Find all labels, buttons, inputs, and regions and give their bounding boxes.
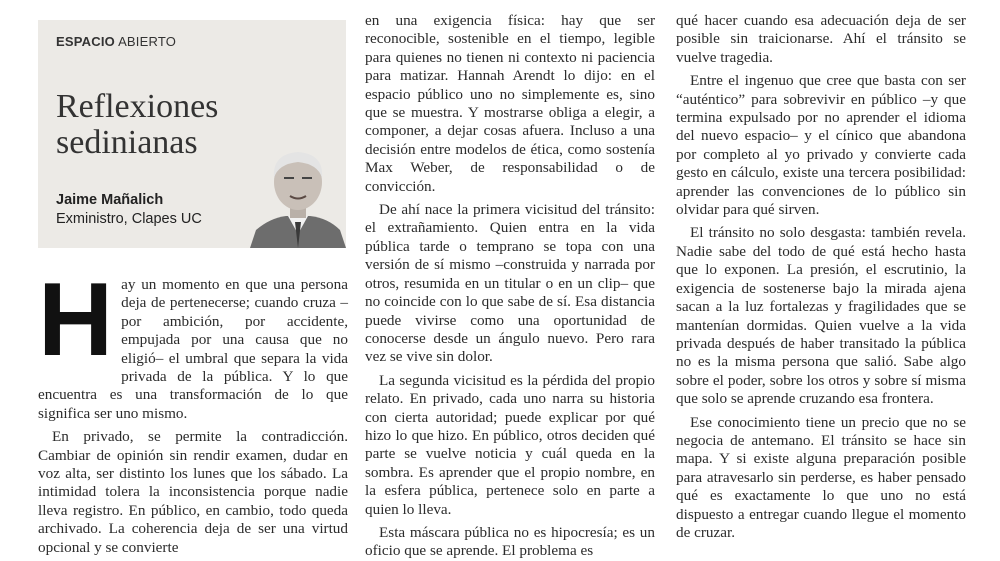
paragraph: Ese conocimiento tiene un precio que no se negocia de antemano. El tránsito se hace sin mapa. Y si existe alguna preparación posible para atravesarlo sin perderse, es haber pensado qué es exactamente lo que uno no está dispuesto a entregar cuando llegue el momento de cruzar. [676,413,966,541]
section-tag-rest: ABIERTO [118,34,177,49]
paragraph: De ahí nace la primera vicisitud del tránsito: el extrañamiento. Quien entra en la vida pública tarde o temprano se topa con una versión de sí mismo –construida y narrada por otros, resumida en un titular o en un clip– que no coincide con lo que sabe de sí. Esa distancia puede vivirse como una oportunidad de conocerse desde un ángulo nuevo. Pero rara vez se vive sin dolor. [365,201,655,366]
paragraph: ay un momento en que una persona deja de pertenecerse; cuando cruza –por ambición, por accidente, empujada por una causa que no eligió– el umbral que separa la vida privada de la pública. Y lo que encuentra es una transformación de lo que significa ser uno mismo. [38,276,348,422]
paragraph: La segunda vicisitud es la pérdida del propio relato. En privado, cada uno narra su historia con cierta autoridad; puede explicar por qué hizo lo que hizo. En público, otros deciden qué parte se vuelve noticia y cuál queda en la sombra. Es aprender que el propio nombre, en la esfera pública, pertenece solo en parte a quien lo lleva. [365,371,655,518]
paragraph: qué hacer cuando esa adecuación deja de ser posible sin traicionarse. Ahí el tránsito se vuelve tragedia. [676,12,966,66]
paragraph: En privado, se permite la contradicción. Cambiar de opinión sin rendir examen, dudar en voz alta, ser distinto los lunes que los sábado. La intimidad tolera la inconsistencia porque nadie lleva registro. En público, en cambio, todo queda archivado. La coherencia deja de ser una virtud opcional y se convierte [38,428,348,556]
article-column-1 [38,262,348,557]
article-title: Reflexiones sedinianas [56,87,219,161]
paragraph: Esta máscara pública no es hipocresía; es un oficio que se aprende. El problema es [365,523,655,560]
paragraph: Entre el ingenuo que cree que basta con ser “auténtico” para sobrevivir en público –y que termina expulsado por no aprender el idioma del nuevo espacio– y el cínico que abandona por completo al yo privado y convierte cada gesto en cálculo, existe una tercera posibilidad: aprender las convenciones de lo público sin olvidar para qué sirven. [676,72,966,219]
author-portrait [250,138,346,248]
author-role: Exministro, Clapes UC [56,211,202,227]
column-header [38,20,346,248]
paragraph: en una exigencia física: hay que ser reconocible, sostenible en el tiempo, legible para quienes no tienen ni contexto ni paciencia para matizar. Hannah Arendt lo dijo: en el espacio público uno no simplemente es, sino que se muestra. Y mostrarse obliga a elegir, a componer, a dejar cosas afuera. Incluso a una decisión entre modelos de ética, como sostenía Max Weber, de responsabilidad o de convicción. [365,12,655,195]
article-column-2 [365,12,655,561]
section-tag [56,34,176,49]
paragraph: El tránsito no solo desgasta: también revela. Nadie sabe del todo de qué está hecho hasta que lo exponen. La presión, el escrutinio, la exigencia de sostenerse bajo la mirada ajena sacan a la luz fortalezas y fragilidades que se mantenían dormidas. Quien vuelve a la vida privada después de haber transitado la pública no es la misma persona que salió. Sabe algo sobre el poder, sobre los otros y sobre sí misma que solo se aprende cruzando esa frontera. [676,224,966,408]
article-column-3 [676,12,966,542]
section-tag-bold: ESPACIO [56,34,115,49]
author-name: Jaime Mañalich [56,192,164,208]
drop-cap: H [38,262,114,378]
